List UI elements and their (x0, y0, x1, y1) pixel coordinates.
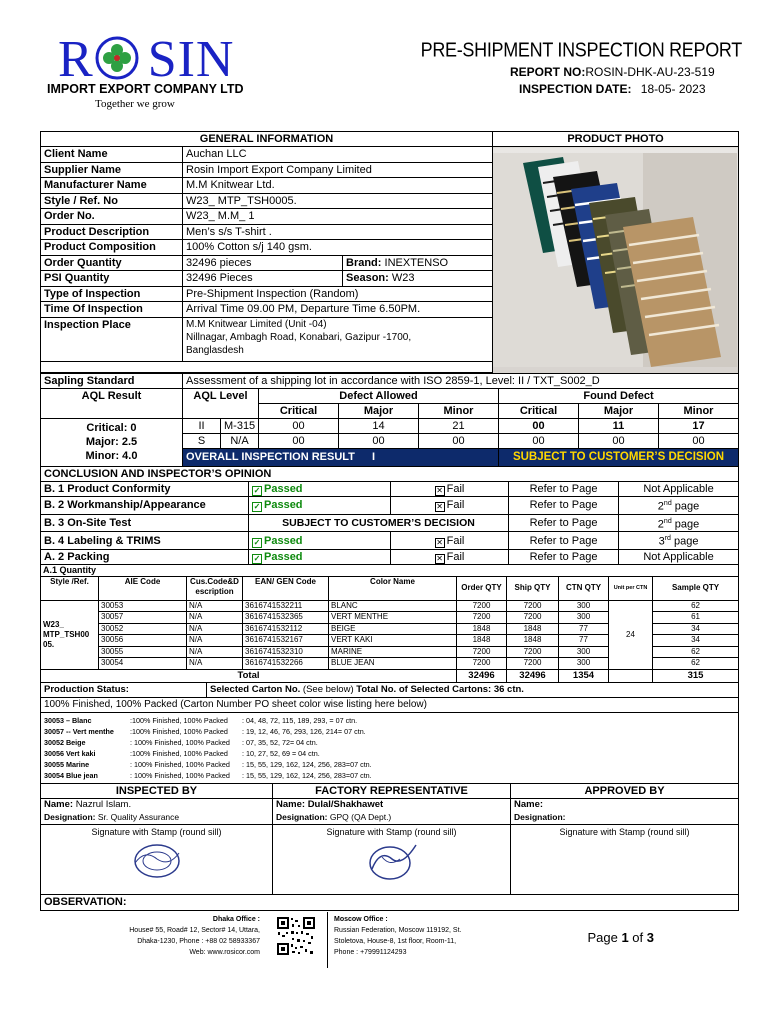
page-reference: Not Applicable (619, 481, 739, 497)
dhaka-address-line: Web: www.rosicor.com (189, 949, 260, 956)
ship-qty: 1848 (507, 623, 559, 635)
order-quantity-value: 32496 pieces (183, 255, 343, 271)
conclusion-label: B. 1 Product Conformity (41, 481, 249, 497)
carton-numbers: : 04, 48, 72, 115, 189, 293, = 07 ctn. (242, 715, 358, 725)
place-line: Banglasdesh (186, 344, 244, 356)
total-order-qty: 32496 (457, 669, 507, 682)
inspection-place-value (183, 317, 493, 361)
page-footer (0, 910, 768, 970)
color-name: BEIGE (329, 623, 457, 635)
psi-quantity-label: PSI Quantity (41, 271, 183, 287)
product-composition-label: Product Composition (41, 240, 183, 256)
fail-option[interactable] (391, 532, 509, 550)
inspection-type-value: Pre-Shipment Inspection (Random) (183, 286, 493, 302)
carton-color-code: 30053 – Blanc (44, 715, 92, 725)
order-qty: 7200 (457, 646, 507, 658)
refer-label: Refer to Page (509, 514, 619, 532)
ship-qty: 7200 (507, 600, 559, 612)
ean-code: 3616741532167 (243, 635, 329, 647)
order-qty: 1848 (457, 623, 507, 635)
manufacturer-name-label: Manufacturer Name (41, 178, 183, 194)
ctn-qty: 300 (559, 658, 609, 670)
order-quantity-label: Order Quantity (41, 255, 183, 271)
carton-line (44, 715, 735, 726)
approver-signature (511, 824, 739, 894)
carton-line (44, 737, 735, 748)
inspection-date-value: 18-05- 2023 (640, 82, 706, 96)
carton-line (44, 759, 735, 770)
aql-cell: 17 (659, 418, 739, 433)
place-line: M.M Knitwear Limited (Unit -04) (186, 318, 327, 330)
aql-cell: 00 (659, 433, 739, 448)
carton-numbers: : 10, 27, 52, 69 = 04 ctn. (242, 748, 320, 758)
cus-code: N/A (187, 623, 243, 635)
designation-label: Designation: (514, 812, 566, 823)
production-finished-note: 100% Finished, 100% Packed (Carton Number PO sheet color wise listing here below) (41, 697, 739, 712)
brand-label: Brand: (346, 256, 382, 269)
aql-minor-value: Minor: 4.0 (85, 450, 138, 463)
style-ref-cell: W23_ MTP_TSH00 05. (41, 600, 99, 669)
conclusion-title: CONCLUSION AND INSPECTOR’S OPINION (41, 466, 739, 481)
quantity-title: A.1 Quantity (41, 565, 739, 577)
approver-info (511, 798, 739, 824)
inspector-name: Nazrul Islam. (75, 799, 132, 811)
aql-cell: 00 (579, 433, 659, 448)
general-info-table (40, 131, 739, 374)
carton-numbers: : 15, 55, 129, 162, 124, 256, 283=07 ctn. (242, 759, 372, 769)
qty-header: EAN/ GEN Code (243, 576, 329, 600)
carton-status: : 100% Finished, 100% Packed (130, 759, 230, 769)
order-qty: 7200 (457, 600, 507, 612)
dhaka-address-line: House# 55, Road# 12, Sector# 14, Uttara, (129, 927, 260, 934)
total-ctn-qty: 1354 (559, 669, 609, 682)
moscow-office-title: Moscow Office : (334, 916, 388, 923)
sample-qty: 62 (653, 600, 739, 612)
carton-numbers: : 07, 35, 52, 72= 04 ctn. (242, 737, 318, 747)
factory-rep-header: FACTORY REPRESENTATIVE (273, 783, 511, 798)
qr-code-icon (276, 916, 316, 956)
refer-label: Refer to Page (509, 497, 619, 515)
fail-label: Fail (446, 499, 465, 512)
aie-code: 30052 (99, 623, 187, 635)
carton-numbers: : 19, 12, 46, 76, 293, 126, 214= 07 ctn. (242, 726, 366, 736)
designation-label: Designation: (276, 812, 328, 823)
x-box-icon: ✕ (436, 485, 443, 495)
carton-list (41, 712, 739, 783)
cus-code: N/A (187, 600, 243, 612)
ean-code: 3616741532266 (243, 658, 329, 670)
checked-box-icon: ✓ (253, 537, 261, 547)
signature-label: Signature with Stamp (round sill) (91, 826, 222, 837)
inspection-date-line (519, 82, 706, 96)
x-box-icon: ✕ (436, 554, 443, 564)
passed-option[interactable] (249, 549, 391, 565)
page-label: Page (587, 930, 618, 945)
carton-line (44, 770, 735, 781)
page-total: 3 (646, 930, 654, 945)
refer-label: Refer to Page (509, 532, 619, 550)
overall-result-label: OVERALL INSPECTION RESULT (186, 451, 355, 463)
carton-line (44, 726, 735, 737)
sample-qty: 62 (653, 646, 739, 658)
aql-cell: M-315 (221, 418, 259, 433)
checked-box-icon: ✓ (253, 554, 261, 564)
sample-qty: 61 (653, 612, 739, 624)
aie-code: 30056 (99, 635, 187, 647)
moscow-address-line: Phone : +79991124293 (334, 949, 407, 956)
ean-code: 3616741532211 (243, 600, 329, 612)
qty-header: AIE Code (99, 576, 187, 600)
color-name: VERT MENTHE (329, 612, 457, 624)
page-number: 2 (657, 500, 664, 513)
company-tagline: Together we grow (95, 98, 175, 110)
allowed-minor-header: Minor (419, 403, 499, 418)
carton-line (44, 748, 735, 759)
ship-qty: 7200 (507, 646, 559, 658)
aql-level-label: AQL Level (183, 388, 259, 418)
production-status-label: Production Status: (41, 682, 207, 697)
designation-label: Designation: (44, 812, 96, 823)
page-ordinal: nd (663, 500, 672, 507)
checked-box-icon: ✓ (253, 502, 261, 512)
aql-critical-value: Critical: 0 (86, 422, 137, 435)
passed-label: Passed (264, 534, 303, 547)
x-box-icon: ✕ (436, 502, 443, 512)
aql-table (40, 373, 739, 467)
logo-letter-left: R (58, 31, 94, 88)
carton-color-code: 30056 Vert kaki (44, 748, 96, 758)
qty-header: Ship QTY (507, 576, 559, 600)
spacer-row (41, 361, 493, 372)
ean-code: 3616741532310 (243, 646, 329, 658)
conclusion-label: B. 2 Workmanship/Appearance (41, 497, 249, 515)
moscow-address-line: Stoletova, House-8, 1st floor, Room-11, (334, 938, 457, 945)
inspector-info (41, 798, 273, 824)
aql-cell: 00 (259, 433, 339, 448)
refer-label: Refer to Page (509, 481, 619, 497)
client-name-label: Client Name (41, 147, 183, 163)
color-name: VERT KAKI (329, 635, 457, 647)
inspector-signature (41, 824, 273, 894)
carton-color-code: 30055 Marine (44, 759, 90, 769)
aql-cell: S (183, 433, 221, 448)
fail-label: Fail (446, 551, 465, 564)
product-photo-title: PRODUCT PHOTO (493, 132, 739, 147)
product-composition-value: 100% Cotton s/j 140 gsm. (183, 240, 493, 256)
carton-status: :100% Finished, 100% Packed (130, 748, 228, 758)
aql-cell: 21 (419, 418, 499, 433)
report-body (40, 131, 738, 911)
page-number: 3 (658, 535, 665, 548)
factory-rep-name: Dulal/Shakhawet (307, 799, 384, 811)
place-line: Nillnagar, Ambagh Road, Konabari, Gazipur -1700, (186, 331, 412, 343)
logo-letter-right: SIN (147, 31, 235, 88)
empty-cell (609, 669, 653, 682)
selected-cartons (207, 682, 739, 697)
name-label: Name: (44, 799, 74, 811)
carton-status: : 100% Finished, 100% Packed (130, 737, 230, 747)
found-minor-header: Minor (659, 403, 739, 418)
page-suffix: page (670, 535, 699, 548)
clover-logo-icon (95, 36, 139, 80)
aql-values (41, 418, 183, 466)
aql-cell: 00 (259, 418, 339, 433)
quantity-table (40, 564, 739, 683)
order-qty: 7200 (457, 612, 507, 624)
ctn-qty: 77 (559, 623, 609, 635)
aql-result-label: AQL Result (41, 388, 183, 418)
passed-label: Passed (264, 551, 303, 564)
ctn-qty: 300 (559, 612, 609, 624)
round-stamp-icon (127, 841, 187, 881)
carton-status: :100% Finished, 100% Packed (130, 715, 228, 725)
order-no-value: W23_ M.M_ 1 (183, 209, 493, 225)
report-header (0, 0, 768, 125)
fail-label: Fail (446, 482, 465, 495)
passed-label: Passed (264, 482, 303, 495)
qty-header: Sample QTY (653, 576, 739, 600)
total-label: Total (41, 669, 457, 682)
brand-cell (343, 255, 493, 271)
aie-code: 30055 (99, 646, 187, 658)
manufacturer-name-value: M.M Knitwear Ltd. (183, 178, 493, 194)
production-table (40, 682, 739, 784)
carton-numbers: : 15, 55, 129, 162, 124, 256, 283=07 ctn. (242, 770, 372, 780)
conclusion-table (40, 466, 739, 566)
carton-color-code: 30052 Beige (44, 737, 86, 747)
aie-code: 30057 (99, 612, 187, 624)
observation-label: OBSERVATION: (41, 894, 739, 910)
report-number-value: ROSIN-DHK-AU-23-519 (585, 65, 715, 79)
report-title: PRE-SHIPMENT INSPECTION REPORT (420, 38, 742, 61)
signoff-table (40, 783, 739, 911)
conclusion-label: B. 4 Labeling & TRIMS (41, 532, 249, 550)
sample-qty: 34 (653, 635, 739, 647)
season-cell (343, 271, 493, 287)
page-current: 1 (621, 930, 629, 945)
ctn-qty: 77 (559, 635, 609, 647)
carton-status: : 100% Finished, 100% Packed (130, 770, 230, 780)
allowed-critical-header: Critical (259, 403, 339, 418)
sample-qty: 62 (653, 658, 739, 670)
ship-qty: 1848 (507, 635, 559, 647)
inspection-type-label: Type of Inspection (41, 286, 183, 302)
cus-code: N/A (187, 646, 243, 658)
page-of: of (632, 930, 644, 945)
passed-label: Passed (264, 499, 303, 512)
qty-header: Color Name (329, 576, 457, 600)
signature-label: Signature with Stamp (round sill) (326, 826, 457, 837)
cus-code: N/A (187, 658, 243, 670)
dhaka-address-line: Dhaka-1230, Phone : +88 02 58933367 (137, 938, 260, 945)
sampling-standard-label: Sapling Standard (41, 373, 183, 388)
season-label: Season: (346, 272, 389, 285)
footer-divider (327, 912, 328, 968)
inspection-time-label: Time Of Inspection (41, 302, 183, 318)
product-photo (493, 147, 739, 374)
overall-result-separator: I (371, 451, 376, 463)
page-reference (619, 497, 739, 515)
color-name: BLANC (329, 600, 457, 612)
overall-result-label-bar (183, 448, 499, 466)
inspection-date-label: INSPECTION DATE: (519, 82, 632, 96)
qty-header: Cus.Code&D escription (187, 576, 243, 600)
style-ref-label: Style / Ref. No (41, 193, 183, 209)
qty-header: Unit per CTN (609, 576, 653, 600)
aql-cell: 11 (579, 418, 659, 433)
supplier-name-label: Supplier Name (41, 162, 183, 178)
ctn-qty: 300 (559, 600, 609, 612)
moscow-address-line: Russian Federation, Moscow 119192, St. (334, 927, 462, 934)
ctn-qty: 300 (559, 646, 609, 658)
color-name: MARINE (329, 646, 457, 658)
found-defect-label: Found Defect (499, 388, 739, 403)
carton-color-code: 30057 -- Vert menthe (44, 726, 114, 736)
aql-cell: 14 (339, 418, 419, 433)
passed-option[interactable] (249, 532, 391, 550)
page-number: 2 (657, 518, 664, 531)
aql-cell: N/A (221, 433, 259, 448)
aql-cell: 00 (499, 433, 579, 448)
ean-code: 3616741532365 (243, 612, 329, 624)
company-name: IMPORT EXPORT COMPANY LTD (47, 82, 244, 96)
company-logo (58, 31, 235, 88)
product-description-value: Men’s s/s T-shirt . (183, 224, 493, 240)
inspected-by-header: INSPECTED BY (41, 783, 273, 798)
client-name-value: Auchan LLC (183, 147, 493, 163)
general-info-title: GENERAL INFORMATION (41, 132, 493, 147)
tshirt-stack-image (493, 153, 737, 367)
cus-code: N/A (187, 635, 243, 647)
page-ordinal: nd (663, 517, 672, 525)
fail-option[interactable] (391, 549, 509, 565)
factory-rep-designation: GPQ (QA Dept.) (329, 812, 392, 823)
page-ordinal: rd (664, 535, 671, 543)
found-critical-header: Critical (499, 403, 579, 418)
order-no-label: Order No. (41, 209, 183, 225)
onsite-test-value: SUBJECT TO CUSTOMER’S DECISION (249, 514, 509, 532)
page-reference (619, 532, 739, 550)
aql-cell: 00 (419, 433, 499, 448)
overall-result-value-bar (499, 448, 739, 466)
conclusion-label: A. 2 Packing (41, 549, 249, 565)
dhaka-office-title: Dhaka Office : (212, 916, 260, 923)
unit-per-ctn: 24 (609, 600, 653, 669)
sample-qty: 34 (653, 623, 739, 635)
aql-cell: II (183, 418, 221, 433)
ean-code: 3616741532112 (243, 623, 329, 635)
inspector-designation: Sr. Quality Assurance (97, 812, 180, 823)
aie-code: 30054 (99, 658, 187, 670)
factory-rep-info (273, 798, 511, 824)
passed-option[interactable] (249, 497, 391, 515)
qty-header: Order QTY (457, 576, 507, 600)
onsite-test-label: B. 3 On-Site Test (41, 514, 249, 532)
inspection-place-label: Inspection Place (41, 317, 183, 361)
qty-header: CTN QTY (559, 576, 609, 600)
signature-label: Signature with Stamp (round sill) (559, 826, 690, 837)
name-label: Name: (276, 799, 306, 811)
selected-carton-label: Selected Carton No. (210, 683, 301, 695)
total-selected-cartons: Total No. of Selected Cartons: 36 ctn. (356, 683, 524, 695)
aql-cell: 00 (499, 418, 579, 433)
aie-code: 30053 (99, 600, 187, 612)
page-reference (619, 514, 739, 532)
report-number-line (510, 65, 715, 79)
selected-carton-note: (See below) (302, 683, 354, 695)
brand-value: INEXTENSO (384, 256, 449, 269)
passed-option[interactable] (249, 481, 391, 497)
product-description-label: Product Description (41, 224, 183, 240)
page-suffix: page (671, 518, 700, 531)
inspection-time-value: Arrival Time 09.00 PM, Departure Time 6.50PM. (183, 302, 493, 318)
approved-by-header: APPROVED BY (511, 783, 739, 798)
order-qty: 7200 (457, 658, 507, 670)
round-stamp-icon (362, 841, 422, 881)
name-label: Name: (514, 799, 544, 811)
ship-qty: 7200 (507, 612, 559, 624)
aql-cell: 00 (339, 433, 419, 448)
overall-result-value: SUBJECT TO CUSTOMER’S DECISION (512, 451, 725, 463)
refer-label: Refer to Page (509, 549, 619, 565)
fail-label: Fail (446, 534, 465, 547)
checked-box-icon: ✓ (253, 485, 261, 495)
season-value: W23 (391, 272, 415, 285)
dhaka-office (129, 914, 260, 958)
cus-code: N/A (187, 612, 243, 624)
sampling-standard-value: Assessment of a shipping lot in accordance with ISO 2859-1, Level: II / TXT_S002_D (183, 373, 739, 388)
page-suffix: page (671, 500, 700, 513)
order-qty: 1848 (457, 635, 507, 647)
allowed-major-header: Major (339, 403, 419, 418)
x-box-icon: ✕ (436, 537, 443, 547)
report-number-label: REPORT NO: (510, 65, 586, 79)
carton-color-code: 30054 Blue jean (44, 770, 98, 780)
style-ref-value: W23_ MTP_TSH0005. (183, 193, 493, 209)
psi-quantity-value: 32496 Pieces (183, 271, 343, 287)
page-reference: Not Applicable (619, 549, 739, 565)
page-indicator (587, 930, 654, 945)
ship-qty: 7200 (507, 658, 559, 670)
supplier-name-value: Rosin Import Export Company Limited (183, 162, 493, 178)
total-sample-qty: 315 (653, 669, 739, 682)
fail-option[interactable] (391, 481, 509, 497)
moscow-office (334, 914, 462, 958)
color-name: BLUE JEAN (329, 658, 457, 670)
aql-major-value: Major: 2.5 (85, 436, 138, 449)
qty-header: Style /Ref. (41, 576, 99, 600)
found-major-header: Major (579, 403, 659, 418)
defect-allowed-label: Defect Allowed (259, 388, 499, 403)
carton-status: :100% Finished, 100% Packed (130, 726, 228, 736)
factory-signature (273, 824, 511, 894)
total-ship-qty: 32496 (507, 669, 559, 682)
fail-option[interactable] (391, 497, 509, 515)
